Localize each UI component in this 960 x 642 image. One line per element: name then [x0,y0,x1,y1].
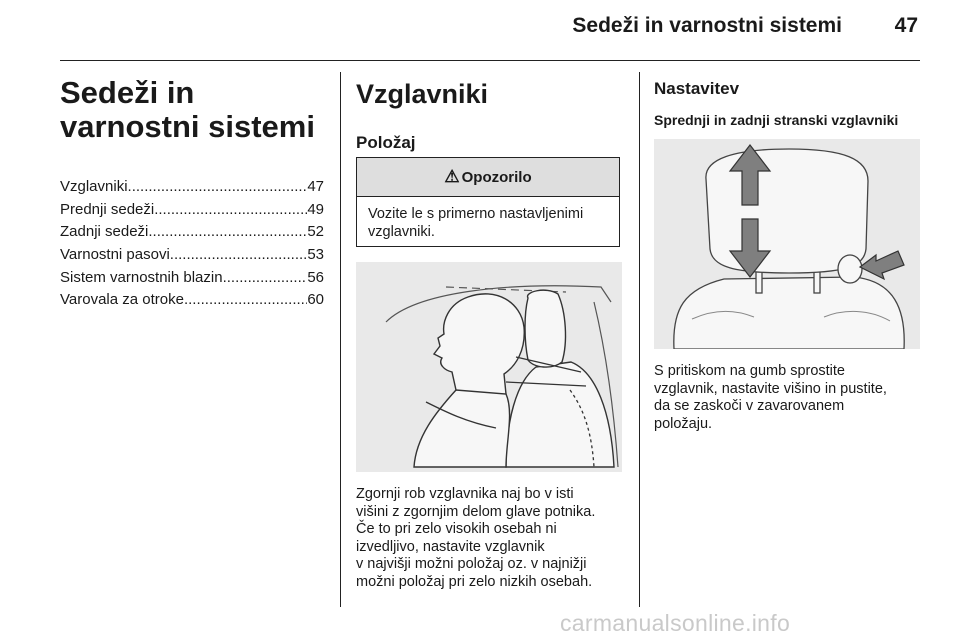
text-line: vzglavnik, nastavite višino in pustite, [654,380,887,397]
toc-entry-label: Varnostni pasovi [60,246,170,264]
page-number: 47 [894,14,918,37]
warning-text: Vozite le s primerno nastavljenimi vzglavniki. [368,206,584,240]
chapter-title: Sedeži in varnostni sistemi [60,75,315,144]
toc-entry-label: Prednji sedeži [60,200,155,218]
toc-entry-label: Varovala za otroke [60,291,184,309]
text-line: da se zaskoči v zavarovanem [654,398,845,415]
column-divider-left [340,72,341,607]
toc-entry[interactable] [60,244,324,267]
column-divider-right [639,72,640,607]
text-line: Če to pri zelo visokih osebah ni [356,521,557,538]
running-header-title: Sedeži in varnostni sistemi [572,14,842,37]
warning-title: Opozorilo [461,168,532,186]
toc-entry[interactable] [60,199,324,222]
site-watermark: carmanualsonline.info [560,610,791,636]
toc-entry-label: Zadnji sedeži [60,223,149,241]
adjustment-subtitle: Sprednji in zadnji stranski vzglavniki [654,112,899,128]
toc-entry-page: 49 [307,200,324,218]
toc-leader-dots [223,267,308,290]
text-line: Zgornji rob vzglavnika naj bo v isti [356,486,574,502]
text-line: S pritiskom na gumb sprostite [654,363,845,379]
toc-leader-dots [154,199,307,222]
toc-entry-page: 56 [307,268,324,286]
toc-leader-dots [148,221,307,244]
warning-triangle-icon: ⚠ [444,167,460,186]
text-line: možni položaj pri zelo nizkih osebah. [356,573,593,590]
positioning-instructions [356,486,626,592]
toc-entry[interactable] [60,176,324,199]
toc-leader-dots [170,244,308,267]
text-line: višini z zgornjim delom glave potnika. [356,503,596,520]
toc-leader-dots [184,289,307,312]
driver-headrest-drawing [356,262,622,472]
text-line: v najvišji možni položaj oz. v najnižji [356,556,587,573]
toc-entry-page: 53 [307,246,324,264]
text-line: izvedljivo, nastavite vzglavnik [356,538,545,555]
headrest-position-illustration [356,262,622,472]
text-line: položaju. [654,415,713,432]
adjustment-title: Nastavitev [654,79,740,98]
toc-entry-page: 47 [307,178,324,195]
table-of-contents [60,176,324,312]
toc-entry-label: Vzglavniki [60,178,128,195]
headrest-adjust-drawing [654,139,920,349]
warning-header [357,158,619,197]
toc-entry[interactable] [60,267,324,290]
header-divider [60,60,920,61]
warning-box [356,157,620,247]
toc-leader-dots [128,176,308,199]
toc-entry[interactable] [60,221,324,244]
toc-entry-page: 60 [307,291,324,309]
subsection-title: Položaj [356,133,416,152]
headrest-adjustment-illustration [654,139,920,349]
toc-entry[interactable] [60,289,324,312]
toc-entry-label: Sistem varnostnih blazin [60,268,223,286]
toc-entry-page: 52 [307,223,324,241]
adjustment-instructions [654,363,922,433]
section-title: Vzglavniki [356,79,489,109]
